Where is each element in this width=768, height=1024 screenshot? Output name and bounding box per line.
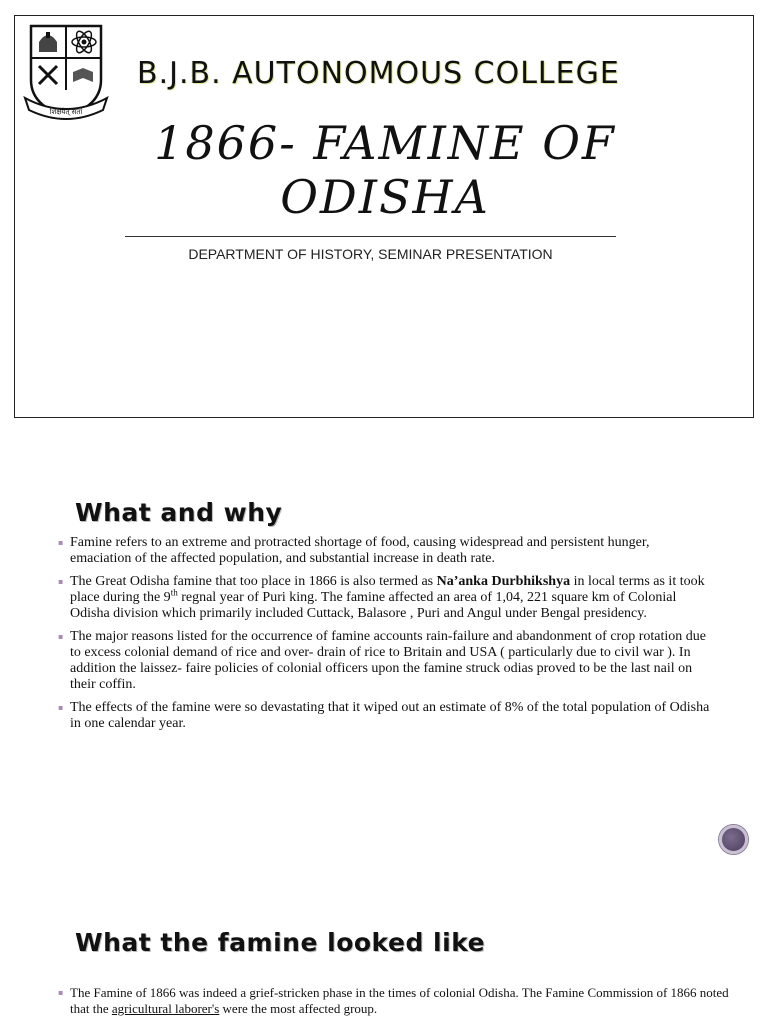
college-name: B.J.B. AUTONOMOUS COLLEGE [137,56,620,91]
bullet-item [58,985,738,1017]
title-slide [14,15,754,418]
bullet-marker-icon: ▪ [58,538,64,547]
bullet-text: The Famine of 1866 was indeed a grief-stricken phase in the times of colonial Odisha. The Famine Commission of 1866 noted that the [70,985,729,1016]
bullet-text: in local terms as it took place during the 9 [70,574,705,605]
college-emblem-logo [19,20,113,122]
title-line-1: 1866- FAMINE OF [154,116,616,170]
bullet-text: were the most affected group. [219,1001,378,1016]
bullet-text: The major reasons listed for the occurrence of famine accounts rain-failure and abandonment of crop rotation due to excess colonial demand of rice and over- drain of rice to Britain and USA ( particularly due to civil war ). In addition the laissez- faire policies of colonial officers upon the famine struck odias proved to be the last nail on their coffin. [70,629,706,692]
famine-bullet-list [58,985,738,1024]
title-divider [125,236,616,237]
bullet-item [58,700,710,732]
what-and-why-bullet-list [58,535,710,739]
bullet-text: The Great Odisha famine that too place in 1866 is also termed as [70,574,437,589]
presentation-subtitle: DEPARTMENT OF HISTORY, SEMINAR PRESENTATION [188,246,553,262]
bullet-marker-icon: ▪ [58,577,64,586]
bullet-marker-icon: ▪ [58,632,64,641]
bullet-text: regnal year of Puri king. The famine affected an area of 1,04, 221 square km of Colonial Odisha division which primarily included Cuttack, Balasore , Puri and Angul under Bengal presidency. [70,590,677,621]
bullet-item [58,629,710,693]
section-heading-what-the-famine-looked-like: What the famine looked like [75,928,486,957]
ordinal-superscript: th [170,587,178,598]
section-heading-what-and-why: What and why [75,498,283,527]
bullet-item [58,535,710,567]
bullet-text: The effects of the famine were so devastating that it wiped out an estimate of 8% of the total population of Odisha in one calendar year. [70,700,710,731]
bullet-marker-icon: ▪ [58,703,64,712]
bullet-item [58,574,710,622]
slide-nav-circle-icon[interactable] [719,825,748,854]
bullet-text: Famine refers to an extreme and protracted shortage of food, causing widespread and persistent hunger, emaciation of the affected population, and substantial increase in death rate. [70,535,650,566]
underlined-term: agricultural laborer's [111,1001,220,1016]
title-line-2: ODISHA [280,170,490,224]
bullet-bold-term: Na’anka Durbhikshya [436,574,571,589]
bullet-marker-icon: ▪ [58,988,64,997]
logo-motto: शिक्षयेत् सतां [49,108,83,116]
presentation-title [115,116,655,224]
